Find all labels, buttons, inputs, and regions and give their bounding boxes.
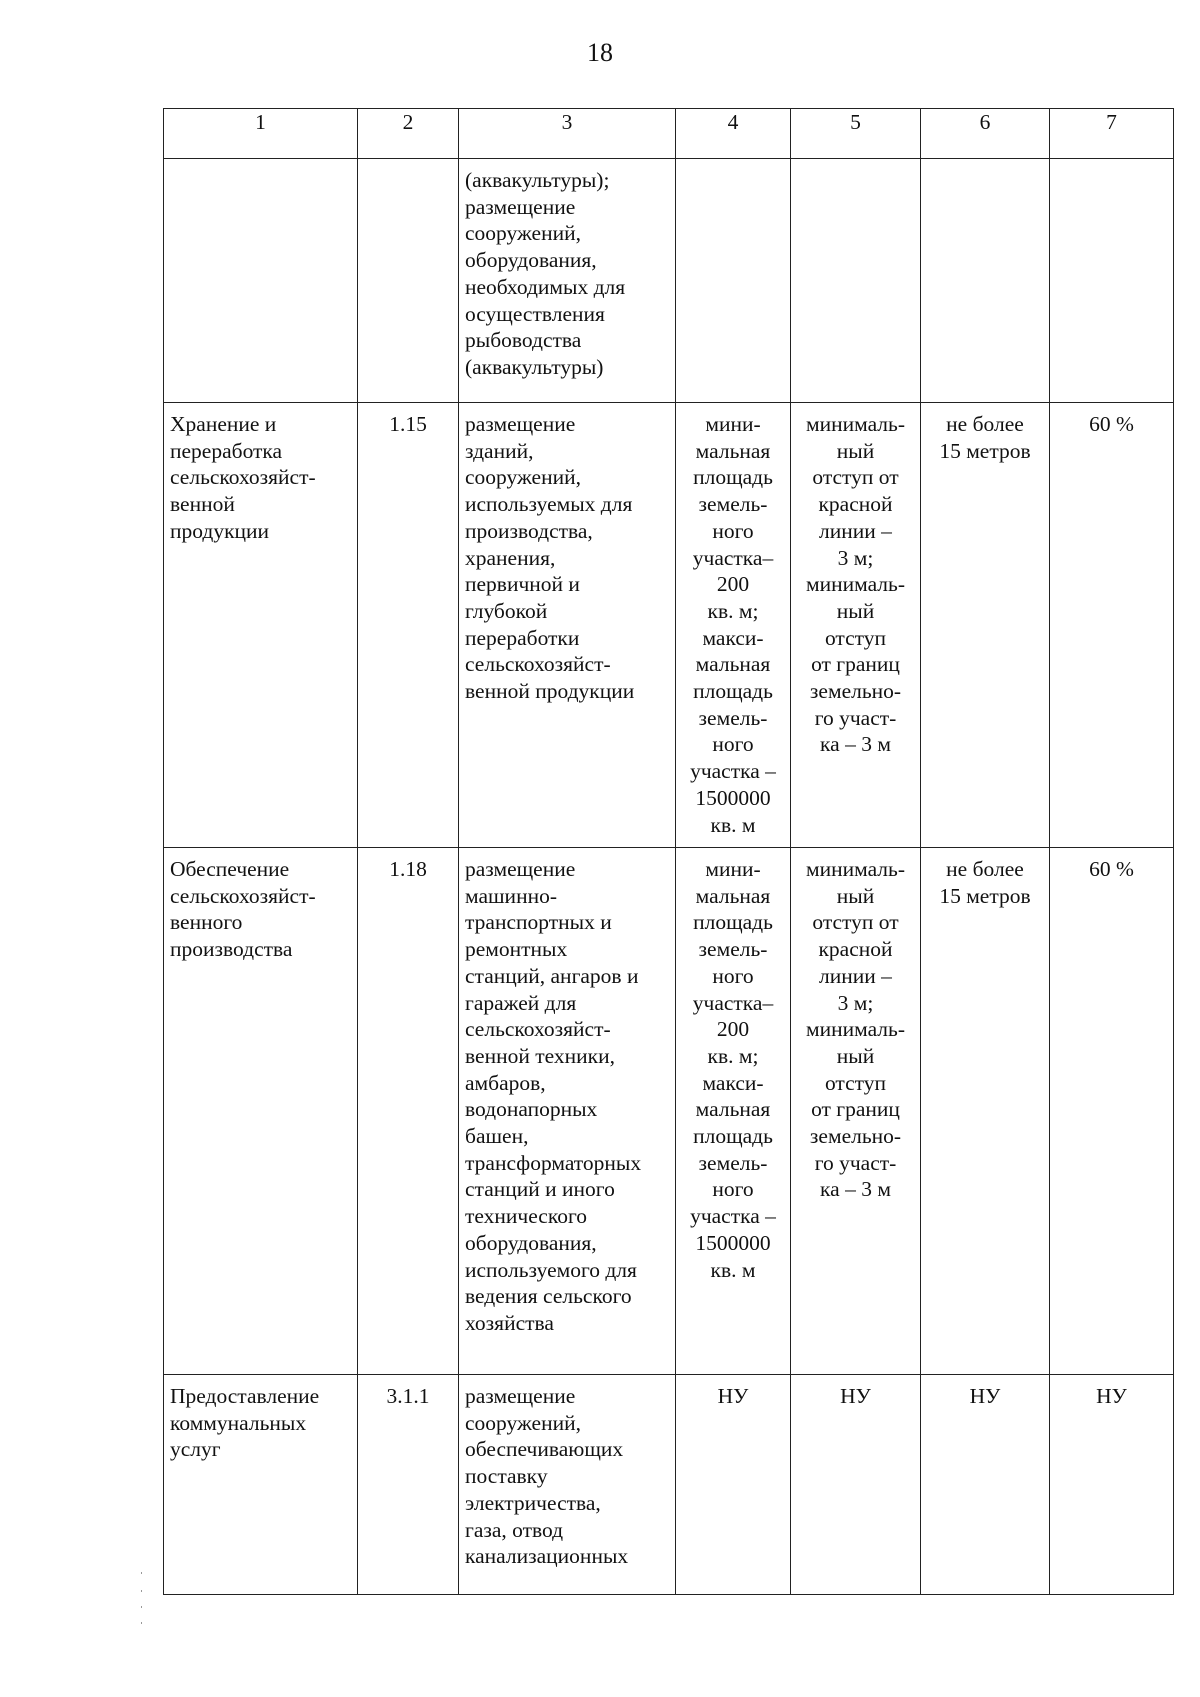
- text-line: сооружений,: [465, 221, 581, 246]
- text-line: ного: [712, 1177, 754, 1202]
- cell-name: [164, 1375, 358, 1595]
- text-line: ведения сельского: [465, 1284, 632, 1309]
- col-header-2: 2: [358, 109, 459, 159]
- cell-code: 1.15: [358, 403, 459, 848]
- cell-code: 1.18: [358, 848, 459, 1375]
- text-line: кв. м: [710, 812, 756, 837]
- text-line: земель-: [698, 705, 768, 730]
- text-line: поставку: [465, 1464, 548, 1489]
- text-line: амбаров,: [465, 1070, 546, 1095]
- cell-min-indent: [791, 848, 921, 1375]
- text-line: линии –: [819, 518, 892, 543]
- text-line: участка –: [690, 759, 776, 784]
- text-line: площадь: [693, 910, 773, 935]
- cell-name: [164, 403, 358, 848]
- cell-max-height: [921, 1375, 1050, 1595]
- cell-max-coverage-percent: 60 %: [1050, 848, 1174, 1375]
- text-line: коммунальных: [170, 1410, 307, 1435]
- text-line: минималь-: [805, 857, 905, 881]
- cell-min-indent: [791, 159, 921, 403]
- text-line: земельно-: [809, 679, 902, 704]
- text-line: производства,: [465, 518, 593, 543]
- text-line: венной продукции: [465, 679, 635, 704]
- text-line: ный: [836, 883, 875, 908]
- text-line: НУ: [969, 1384, 1001, 1408]
- text-line: участка–: [692, 990, 774, 1015]
- page-number: 18: [587, 38, 613, 67]
- text-line: Хранение и: [170, 412, 277, 436]
- text-line: участка –: [690, 1204, 776, 1229]
- text-line: макси-: [702, 625, 764, 650]
- text-line: мальная: [695, 652, 771, 677]
- scan-speck: [141, 1590, 142, 1592]
- col-header-6: 6: [921, 109, 1050, 159]
- col-header-4: 4: [676, 109, 791, 159]
- text-line: 15 метров: [939, 883, 1031, 908]
- scan-speck: [141, 1606, 142, 1608]
- text-line: оборудования,: [465, 1230, 597, 1255]
- zoning-regulations-table: [163, 108, 1174, 1595]
- scan-speck: [141, 1572, 142, 1574]
- text-line: станций, ангаров и: [465, 963, 639, 988]
- text-line: 200: [716, 1017, 750, 1042]
- cell-min-max-area: [676, 1375, 791, 1595]
- text-line: обеспечивающих: [465, 1437, 624, 1462]
- text-line: сооружений,: [465, 1410, 581, 1435]
- text-line: первичной и: [465, 572, 580, 597]
- text-line: земель-: [698, 1150, 768, 1175]
- text-line: красной: [818, 937, 893, 962]
- col-header-5: 5: [791, 109, 921, 159]
- text-line: (аквакультуры);: [465, 168, 610, 192]
- text-line: водонапорных: [465, 1097, 598, 1122]
- cell-min-max-area: [676, 848, 791, 1375]
- text-line: 1500000: [695, 1230, 771, 1255]
- cell-description: [459, 848, 676, 1375]
- cell-description: [459, 159, 676, 403]
- text-line: 15 метров: [939, 438, 1031, 463]
- col-header-7: 7: [1050, 109, 1174, 159]
- text-line: мальная: [695, 438, 771, 463]
- text-line: производства: [170, 937, 293, 962]
- cell-description: [459, 1375, 676, 1595]
- text-line: гаражей для: [465, 990, 577, 1015]
- table-row-utility-services: [164, 1375, 1174, 1595]
- text-line: земельно-: [809, 1124, 902, 1149]
- text-line: мальная: [695, 1097, 771, 1122]
- text-line: переработки: [465, 625, 580, 650]
- text-line: 1500000: [695, 785, 771, 810]
- cell-max-coverage-percent: НУ: [1050, 1375, 1174, 1595]
- text-line: площадь: [693, 679, 773, 704]
- text-line: ного: [712, 732, 754, 757]
- text-line: мальная: [695, 883, 771, 908]
- text-line: ка – 3 м: [820, 732, 891, 757]
- text-line: сельскохозяйст-: [170, 465, 316, 490]
- text-line: 3 м;: [837, 545, 874, 570]
- text-line: башен,: [465, 1124, 529, 1149]
- col-header-3: 3: [459, 109, 676, 159]
- text-line: линии –: [819, 963, 892, 988]
- text-line: хранения,: [465, 545, 556, 570]
- text-line: транспортных и: [465, 910, 612, 935]
- text-line: технического: [465, 1204, 587, 1229]
- text-line: размещение: [465, 857, 576, 881]
- text-line: земель-: [698, 492, 768, 517]
- text-line: сельскохозяйст-: [465, 1017, 611, 1042]
- text-line: отступ от: [812, 910, 899, 935]
- text-line: площадь: [693, 1124, 773, 1149]
- text-line: размещение: [465, 194, 576, 219]
- text-line: станций и иного: [465, 1177, 615, 1202]
- text-line: газа, отвод: [465, 1517, 564, 1542]
- text-line: необходимых для: [465, 274, 626, 299]
- text-line: используемого для: [465, 1257, 637, 1282]
- table-row-agri-production-support: [164, 848, 1174, 1375]
- text-line: оборудования,: [465, 248, 597, 273]
- text-line: ремонтных: [465, 937, 568, 962]
- text-line: земель-: [698, 937, 768, 962]
- header-row: [164, 109, 1174, 159]
- text-line: макси-: [702, 1070, 764, 1095]
- text-line: от границ: [811, 652, 900, 677]
- text-line: размещение: [465, 1384, 576, 1408]
- cell-min-max-area: [676, 159, 791, 403]
- text-line: го участ-: [814, 1150, 897, 1175]
- text-line: венной: [170, 492, 235, 517]
- cell-name: [164, 848, 358, 1375]
- text-line: кв. м;: [707, 1043, 759, 1068]
- text-line: ный: [836, 598, 875, 623]
- text-line: мини-: [705, 412, 761, 436]
- cell-code: 3.1.1: [358, 1375, 459, 1595]
- cell-min-indent: [791, 1375, 921, 1595]
- text-line: венной техники,: [465, 1043, 615, 1068]
- cell-max-height: [921, 848, 1050, 1375]
- text-line: го участ-: [814, 705, 897, 730]
- text-line: используемых для: [465, 492, 633, 517]
- text-line: ного: [712, 963, 754, 988]
- text-line: услуг: [170, 1437, 221, 1462]
- text-line: Предоставление: [170, 1384, 320, 1408]
- table-row-storage-processing: [164, 403, 1174, 848]
- text-line: НУ: [717, 1384, 749, 1408]
- text-line: 200: [716, 572, 750, 597]
- text-line: от границ: [811, 1097, 900, 1122]
- text-line: 3 м;: [837, 990, 874, 1015]
- text-line: кв. м: [710, 1257, 756, 1282]
- text-line: минималь-: [805, 572, 905, 597]
- text-line: машинно-: [465, 883, 557, 908]
- scan-speck: [141, 1622, 142, 1624]
- text-line: глубокой: [465, 598, 548, 623]
- text-line: минималь-: [805, 412, 905, 436]
- text-line: отступ от: [812, 465, 899, 490]
- text-line: (аквакультуры): [465, 354, 604, 379]
- text-line: ка – 3 м: [820, 1177, 891, 1202]
- text-line: площадь: [693, 465, 773, 490]
- text-line: сельскохозяйст-: [465, 652, 611, 677]
- cell-max-coverage-percent: [1050, 159, 1174, 403]
- text-line: венного: [170, 910, 243, 935]
- text-line: участка–: [692, 545, 774, 570]
- text-line: сооружений,: [465, 465, 581, 490]
- text-line: красной: [818, 492, 893, 517]
- cell-code: [358, 159, 459, 403]
- text-line: не более: [946, 857, 1024, 881]
- text-line: зданий,: [465, 438, 534, 463]
- text-line: НУ: [840, 1384, 871, 1408]
- text-line: продукции: [170, 518, 270, 543]
- cell-min-max-area: [676, 403, 791, 848]
- cell-max-coverage-percent: 60 %: [1050, 403, 1174, 848]
- text-line: осуществления: [465, 301, 605, 326]
- cell-description: [459, 403, 676, 848]
- cell-name: [164, 159, 358, 403]
- text-line: мини-: [705, 857, 761, 881]
- text-line: ный: [836, 438, 875, 463]
- text-line: ного: [712, 518, 754, 543]
- text-line: Обеспечение: [170, 857, 290, 881]
- text-line: трансформаторных: [465, 1150, 642, 1175]
- text-line: сельскохозяйст-: [170, 883, 316, 908]
- table-row-continuation: [164, 159, 1174, 403]
- cell-max-height: [921, 159, 1050, 403]
- cell-min-indent: [791, 403, 921, 848]
- text-line: отступ: [824, 1070, 887, 1095]
- text-line: ный: [836, 1043, 875, 1068]
- text-line: рыбоводства: [465, 328, 582, 353]
- cell-max-height: [921, 403, 1050, 848]
- text-line: кв. м;: [707, 598, 759, 623]
- text-line: переработка: [170, 438, 283, 463]
- text-line: хозяйства: [465, 1310, 554, 1335]
- text-line: размещение: [465, 412, 576, 436]
- col-header-1: 1: [164, 109, 358, 159]
- text-line: минималь-: [805, 1017, 905, 1042]
- text-line: канализационных: [465, 1544, 629, 1569]
- text-line: электричества,: [465, 1490, 601, 1515]
- text-line: не более: [946, 412, 1024, 436]
- text-line: отступ: [824, 625, 887, 650]
